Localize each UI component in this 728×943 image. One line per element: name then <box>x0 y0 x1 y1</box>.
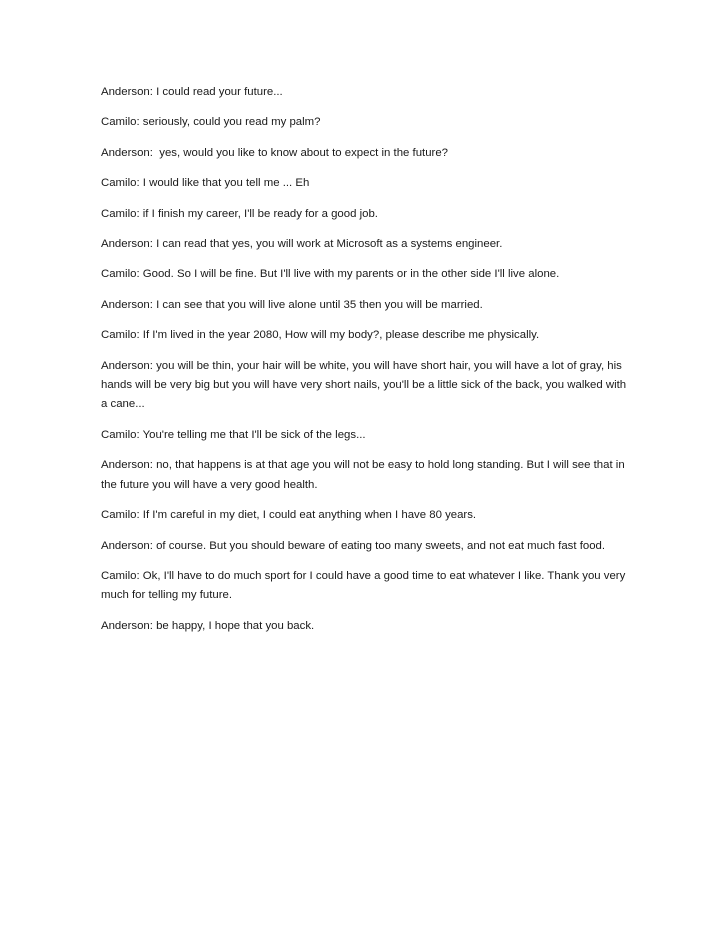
dialogue-line: Anderson: I can see that you will live alone until 35 then you will be married. <box>101 298 483 311</box>
dialogue-line: Anderson: I can read that yes, you will work at Microsoft as a systems engineer. <box>101 238 503 251</box>
dialogue-line: Camilo: Ok, I'll have to do much sport for I could have a good time to eat whatever I like. Thank you very much for telling my future. <box>101 569 629 602</box>
dialogue-line: Anderson: no, that happens is at that age you will not be easy to hold long standing. But I will see that in the future you will have a very good health. <box>101 459 628 491</box>
dialogue-line: Anderson: be happy, I hope that you back. <box>101 619 315 632</box>
dialogue-line: Camilo: If I'm careful in my diet, I could eat anything when I have 80 years. <box>101 509 477 522</box>
dialogue-line: Camilo: I would like that you tell me ... Eh <box>101 177 310 190</box>
dialogue-line: Anderson: I could read your future... <box>101 86 283 98</box>
dialogue-line: Camilo: seriously, could you read my palm? <box>101 116 321 129</box>
dialogue-line: Camilo: Good. So I will be fine. But I'll live with my parents or in the other side I'll live alone. <box>101 268 560 281</box>
dialogue-line: Camilo: if I finish my career, I'll be ready for a good job. <box>101 207 378 220</box>
dialogue-line: Camilo: If I'm lived in the year 2080, How will my body?, please describe me physically. <box>101 329 540 342</box>
dialogue-line: Anderson: you will be thin, your hair will be white, you will have short hair, you will have a lot of gray, his hands will be very big but you will have very short nails, you'll be a little sick of the back, you walked with a cane... <box>101 359 630 411</box>
dialogue-line: Anderson: yes, would you like to know about to expect in the future? <box>101 146 448 159</box>
dialogue-body <box>101 83 631 647</box>
dialogue-line: Camilo: You're telling me that I'll be sick of the legs... <box>101 428 366 441</box>
dialogue-line: Anderson: of course. But you should beware of eating too many sweets, and not eat much fast food. <box>101 539 606 552</box>
